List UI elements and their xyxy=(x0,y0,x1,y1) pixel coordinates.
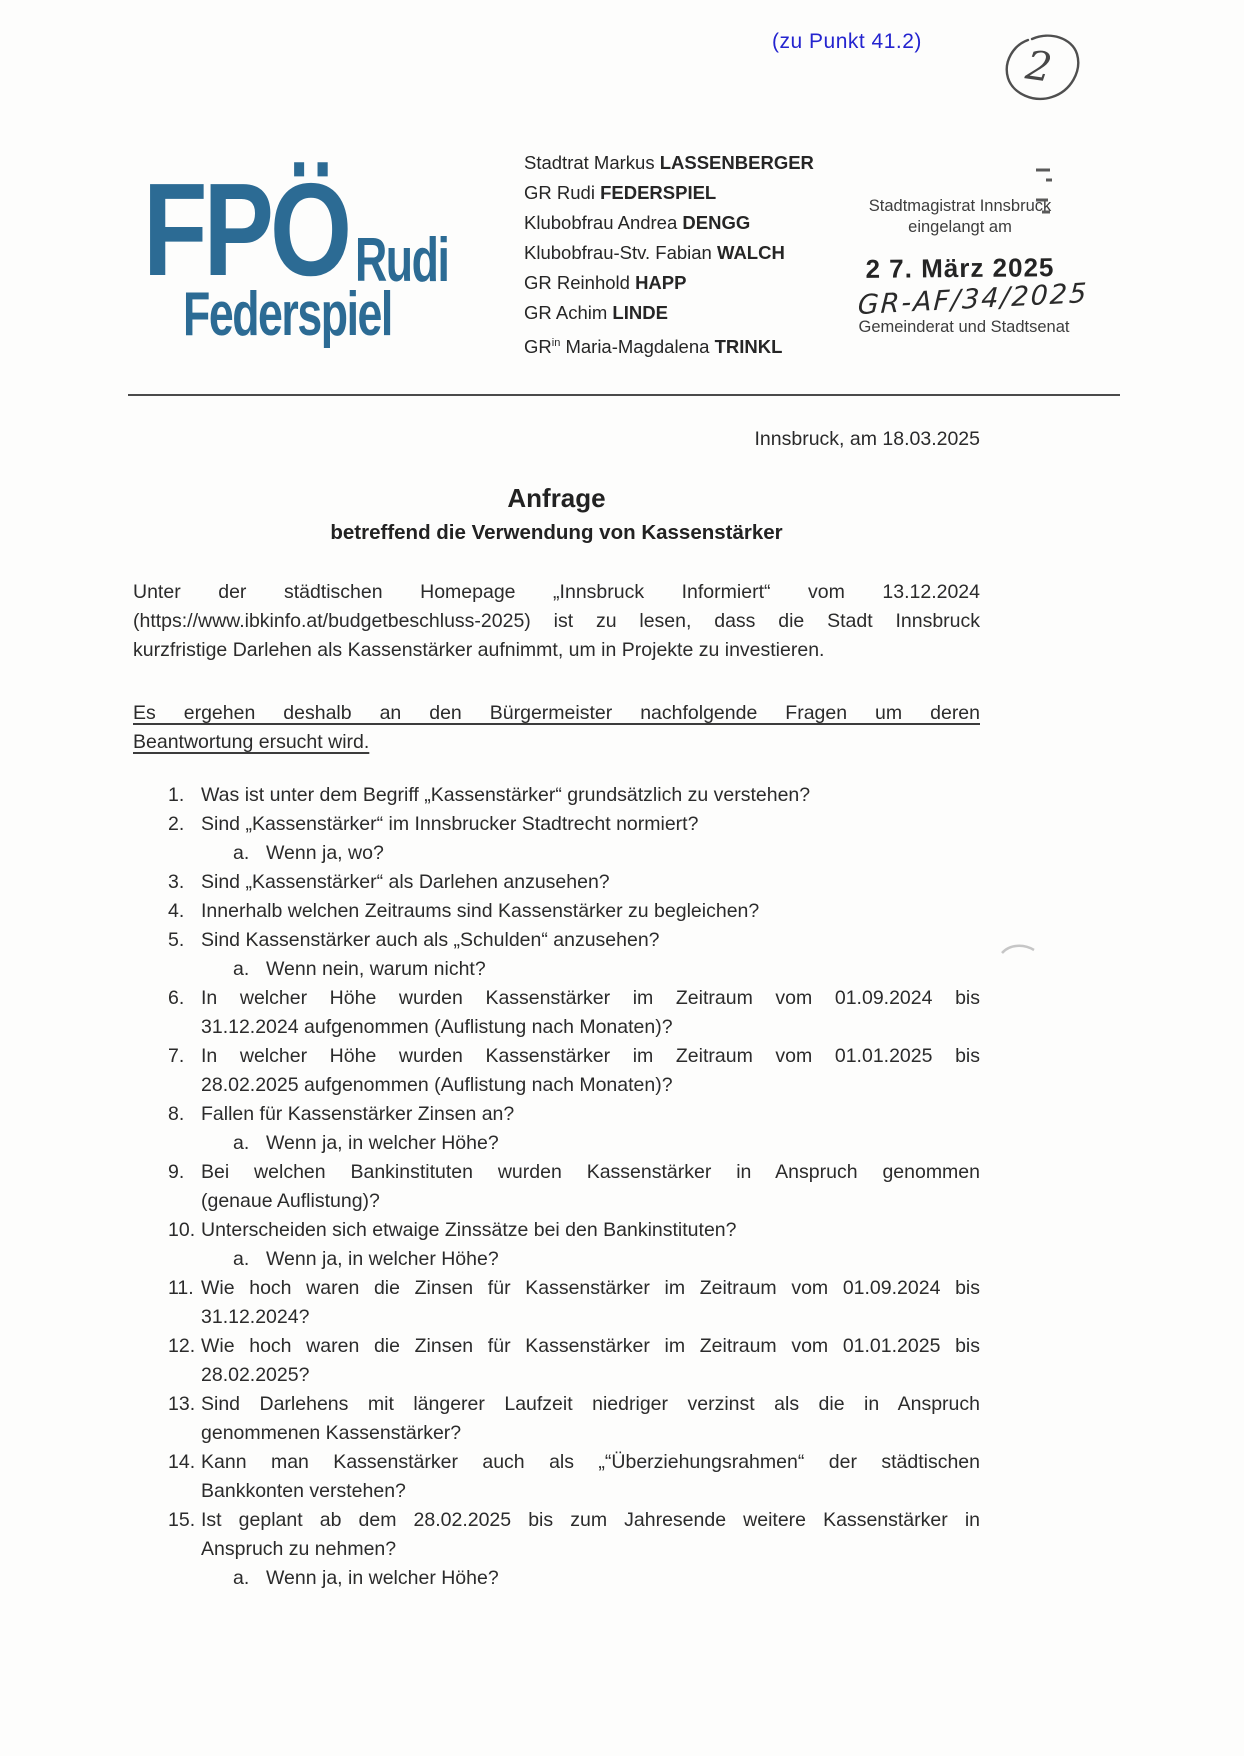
question-item xyxy=(168,810,980,868)
stamp-received-line: eingelangt am xyxy=(908,218,1012,236)
question-item xyxy=(168,1158,980,1216)
paragraph-line: Es ergehen deshalb an den Bürgermeister nachfolgende Fragen um deren xyxy=(133,702,980,724)
paragraph-line: kurzfristige Darlehen als Kassenstärker aufnimmt, um in Projekte zu investieren. xyxy=(133,639,825,661)
question-text: In welcher Höhe wurden Kassenstärker im Zeitraum vom 01.09.2024 bis 31.12.2024 aufgenommen (Auflistung nach Monaten)? xyxy=(201,987,980,1038)
question-number: 12. xyxy=(168,1335,196,1357)
question-text: Ist geplant ab dem 28.02.2025 bis zum Jahresende weitere Kassenstärker in Anspruch zu nehmen? xyxy=(201,1509,980,1560)
scan-artifact xyxy=(1000,940,1036,958)
signatory-line: GR Rudi FEDERSPIEL xyxy=(524,182,717,203)
question-item xyxy=(168,984,980,1042)
dateline: Innsbruck, am 18.03.2025 xyxy=(754,428,980,450)
question-item xyxy=(168,781,980,810)
question-subitem: a. Wenn ja, in welcher Höhe? xyxy=(233,1132,499,1154)
signatory-line: GR Achim LINDE xyxy=(524,302,668,323)
document-title: Anfrage xyxy=(507,483,606,513)
logo-last-name: Federspiel xyxy=(183,280,392,349)
question-number: 10. xyxy=(168,1219,196,1241)
question-text: Bei welchen Bankinstituten wurden Kassenstärker in Anspruch genommen (genaue Auflistung)? xyxy=(201,1161,980,1212)
question-text: Sind Kassenstärker auch als „Schulden“ anzusehen? xyxy=(201,929,660,951)
logo-acronym: FPÖ xyxy=(143,156,349,303)
question-text: In welcher Höhe wurden Kassenstärker im Zeitraum vom 01.01.2025 bis 28.02.2025 aufgenommen (Auflistung nach Monaten)? xyxy=(201,1045,980,1096)
question-item xyxy=(168,1042,980,1100)
party-logo xyxy=(143,158,473,368)
question-number: 9. xyxy=(168,1161,185,1183)
header-divider xyxy=(128,394,1120,396)
question-number: 8. xyxy=(168,1103,185,1125)
stamp-office-line: Stadtmagistrat Innsbruck xyxy=(868,197,1052,215)
question-number: 5. xyxy=(168,929,185,951)
question-number: 14. xyxy=(168,1451,196,1473)
page-number: 2 xyxy=(1022,42,1055,92)
question-item xyxy=(168,1390,980,1448)
question-number: 4. xyxy=(168,900,185,922)
point-reference-note: (zu Punkt 41.2) xyxy=(772,30,922,53)
question-text: Unterscheiden sich etwaige Zinssätze bei den Bankinstituten? xyxy=(201,1219,737,1241)
signatory-line: Klubobfrau Andrea DENGG xyxy=(524,212,751,233)
question-number: 6. xyxy=(168,987,185,1009)
request-paragraph xyxy=(133,699,980,757)
question-item xyxy=(168,1506,980,1593)
question-item xyxy=(168,1332,980,1390)
logo-first-name: Rudi xyxy=(355,226,449,295)
question-item xyxy=(168,1100,980,1158)
signatory-line: Klubobfrau-Stv. Fabian WALCH xyxy=(524,242,785,263)
question-text: Wie hoch waren die Zinsen für Kassenstärker im Zeitraum vom 01.09.2024 bis 31.12.2024? xyxy=(201,1277,980,1328)
question-number: 1. xyxy=(168,784,185,806)
question-item xyxy=(168,926,980,984)
question-number: 2. xyxy=(168,813,185,835)
question-text: Was ist unter dem Begriff „Kassenstärker“ grundsätzlich zu verstehen? xyxy=(201,784,811,806)
question-subitem: a. Wenn ja, wo? xyxy=(233,842,384,864)
paragraph-line: Unter der städtischen Homepage „Innsbruck Informiert“ vom 13.12.2024 xyxy=(133,581,980,603)
question-number: 15. xyxy=(168,1509,196,1531)
scan-tick-marks-icon xyxy=(1032,164,1056,234)
question-text: Wie hoch waren die Zinsen für Kassenstärker im Zeitraum vom 01.01.2025 bis 28.02.2025? xyxy=(201,1335,980,1386)
signatory-line: $GR^{in}$ Maria-Magdalena TRINKL xyxy=(524,336,783,358)
question-subitem: a. Wenn ja, in welcher Höhe? xyxy=(233,1567,499,1589)
intro-paragraph xyxy=(133,578,980,665)
question-item xyxy=(168,868,980,897)
signatory-line: GR Reinhold HAPP xyxy=(524,272,687,293)
question-text: Sind „Kassenstärker“ im Innsbrucker Stadtrecht normiert? xyxy=(201,813,699,835)
paragraph-line: (https://www.ibkinfo.at/budgetbeschluss-2025) ist zu lesen, dass die Stadt Innsbruck xyxy=(133,610,980,632)
question-subitem: a. Wenn nein, warum nicht? xyxy=(233,958,486,980)
question-text: Sind Darlehens mit längerer Laufzeit niedriger verzinst als die in Anspruch genommenen Kassenstärker? xyxy=(201,1393,980,1444)
stamp-body-line: Gemeinderat und Stadtsenat xyxy=(858,318,1070,336)
questions-list xyxy=(168,781,980,1593)
question-number: 7. xyxy=(168,1045,185,1067)
question-number: 3. xyxy=(168,871,185,893)
question-item xyxy=(168,1274,980,1332)
question-item xyxy=(168,897,980,926)
question-number: 11. xyxy=(168,1277,194,1299)
signatory-line: Stadtrat Markus LASSENBERGER xyxy=(524,152,814,173)
question-item xyxy=(168,1216,980,1274)
document-subtitle: betreffend die Verwendung von Kassenstärker xyxy=(330,521,783,544)
question-item xyxy=(168,1448,980,1506)
question-text: Fallen für Kassenstärker Zinsen an? xyxy=(201,1103,515,1125)
signatories xyxy=(524,148,814,362)
stamp-date: 2 7. März 2025 xyxy=(865,252,1055,284)
question-text: Innerhalb welchen Zeitraums sind Kassenstärker zu begleichen? xyxy=(201,900,760,922)
paragraph-line: Beantwortung ersucht wird. xyxy=(133,731,370,753)
handwritten-file-number: GR-AF/34/2025 xyxy=(856,277,1090,322)
page-number-circle xyxy=(996,30,1086,108)
question-text: Kann man Kassenstärker auch als „“Überziehungsrahmen“ der städtischen Bankkonten verstehen? xyxy=(201,1451,980,1502)
question-subitem: a. Wenn ja, in welcher Höhe? xyxy=(233,1248,499,1270)
question-number: 13. xyxy=(168,1393,196,1415)
question-text: Sind „Kassenstärker“ als Darlehen anzusehen? xyxy=(201,871,610,893)
